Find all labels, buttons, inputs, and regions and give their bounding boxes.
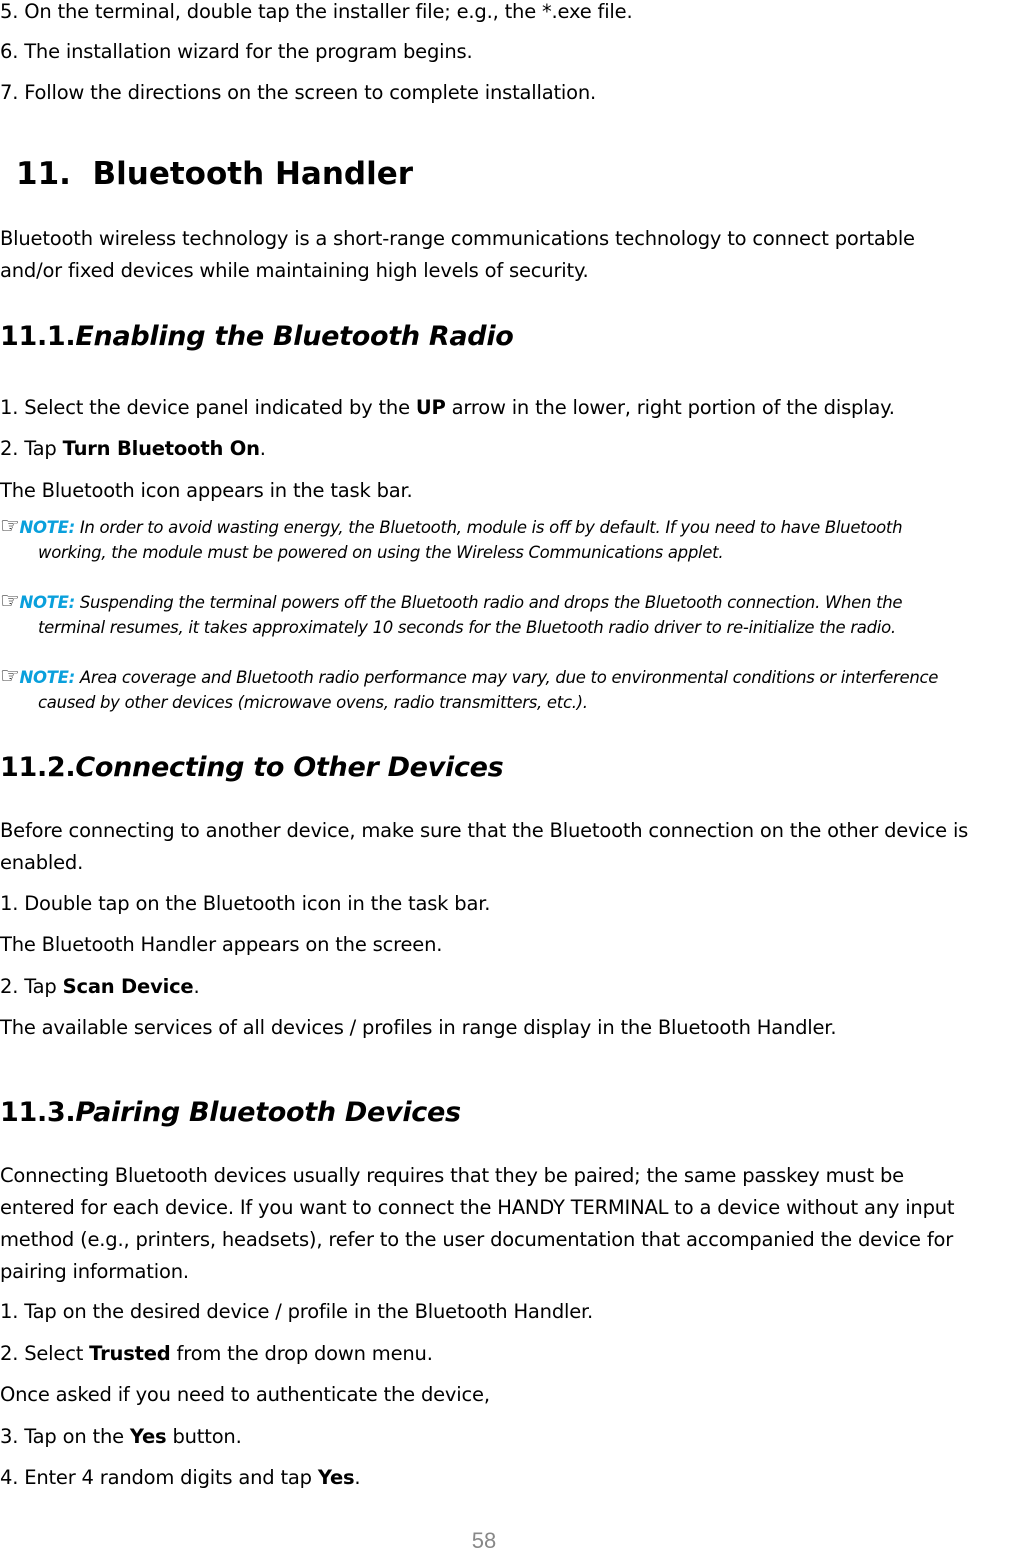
text: 3. Tap on the [0,1425,130,1448]
paragraph: method (e.g., printers, headsets), refer to the user documentation that accompanied the device for [0,1228,954,1251]
text: button. [166,1425,242,1448]
subsection-title: Pairing Bluetooth Devices [75,1097,461,1128]
bold-text: UP [415,396,446,419]
section-heading [16,156,413,192]
step-text: 7. Follow the directions on the screen to complete installation. [0,81,597,104]
bold-text: Yes [129,1425,167,1448]
bold-text: Yes [317,1466,355,1489]
note-text: terminal resumes, it takes approximately 10 seconds for the Bluetooth radio driver to re-initialize the radio. [38,618,896,637]
step-text: 1. Double tap on the Bluetooth icon in the task bar. [0,892,491,915]
section-title: Bluetooth Handler [92,156,414,192]
text: . [259,437,266,460]
subsection-number: 11.2. [0,752,76,783]
bold-text: Scan Device [62,975,194,998]
subsection-number: 11.1. [0,321,76,352]
page-number: 58 [471,1528,497,1553]
note-label: NOTE: [19,668,75,687]
text: . [193,975,200,998]
text: arrow in the lower, right portion of the display. [445,396,895,419]
text: 1. Select the device panel indicated by the [0,396,416,419]
pointing-hand-icon: ☞ [0,589,20,614]
note [0,514,902,565]
note-text: caused by other devices (microwave ovens, radio transmitters, etc.). [38,693,588,712]
text: 2. Tap [0,975,63,998]
step-text [0,1466,360,1490]
step-text [0,396,895,420]
note-text: In order to avoid wasting energy, the Bluetooth, module is off by default. If you need to have Bluetooth [74,518,903,537]
text: . [354,1466,361,1489]
bold-text: Trusted [89,1342,171,1365]
step-text: 5. On the terminal, double tap the installer file; e.g., the *.exe file. [0,0,633,23]
paragraph: enabled. [0,851,84,874]
step-text [0,975,199,999]
subsection-heading [0,321,514,352]
paragraph: The Bluetooth icon appears in the task bar. [0,479,413,502]
note-text: Suspending the terminal powers off the Bluetooth radio and drops the Bluetooth connection. When the [74,593,903,612]
paragraph: and/or fixed devices while maintaining high levels of security. [0,259,589,282]
step-text: 6. The installation wizard for the program begins. [0,40,473,63]
paragraph: Before connecting to another device, make sure that the Bluetooth connection on the other device is [0,819,969,842]
paragraph: Connecting Bluetooth devices usually requires that they be paired; the same passkey must be [0,1164,904,1187]
paragraph: The Bluetooth Handler appears on the screen. [0,933,443,956]
subsection-number: 11.3. [0,1097,76,1128]
note-label: NOTE: [19,593,75,612]
step-text: 1. Tap on the desired device / profile in the Bluetooth Handler. [0,1300,594,1323]
text: 2. Select [0,1342,90,1365]
text: 2. Tap [0,437,63,460]
paragraph: Once asked if you need to authenticate the device, [0,1383,490,1406]
note [0,664,938,715]
paragraph: pairing information. [0,1260,189,1283]
section-number: 11. [16,156,71,192]
subsection-title: Enabling the Bluetooth Radio [75,321,514,352]
subsection-heading [0,1097,461,1128]
step-text [0,1342,433,1366]
note-text: working, the module must be powered on using the Wireless Communications applet. [38,543,724,562]
step-text [0,437,266,461]
bold-text: Turn Bluetooth On [62,437,260,460]
subsection-heading [0,752,503,783]
subsection-title: Connecting to Other Devices [75,752,504,783]
pointing-hand-icon: ☞ [0,514,20,539]
note-text: Area coverage and Bluetooth radio performance may vary, due to environmental conditions or interference [74,668,939,687]
step-text [0,1425,242,1449]
text: from the drop down menu. [170,1342,433,1365]
paragraph: Bluetooth wireless technology is a short-range communications technology to connect portable [0,227,915,250]
note-label: NOTE: [19,518,75,537]
text: 4. Enter 4 random digits and tap [0,1466,318,1489]
note [0,589,902,640]
paragraph: The available services of all devices / profiles in range display in the Bluetooth Handler. [0,1016,837,1039]
pointing-hand-icon: ☞ [0,664,20,689]
paragraph: entered for each device. If you want to connect the HANDY TERMINAL to a device without any input [0,1196,955,1219]
